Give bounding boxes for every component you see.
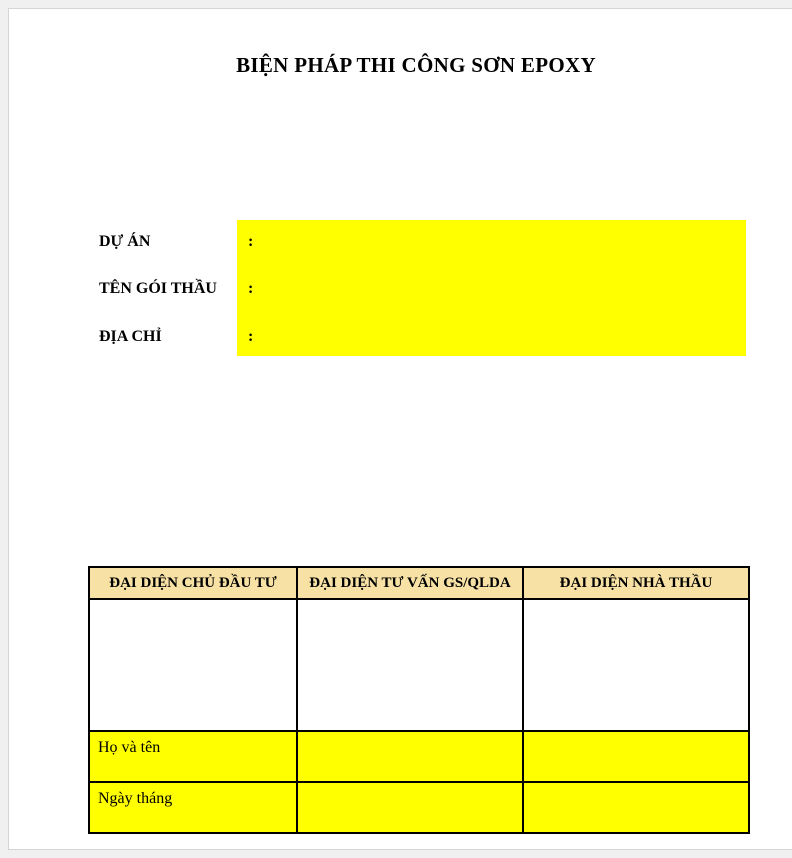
full-name-row-label: Họ và tên [89, 731, 297, 782]
document-page [8, 8, 792, 850]
project-label: DỰ ÁN [99, 233, 151, 250]
header-cell-supervision-consultant-representative: ĐẠI DIỆN TƯ VẤN GS/QLDA [297, 567, 523, 599]
table-header-row [89, 567, 749, 599]
date-row-label: Ngày tháng [89, 782, 297, 833]
info-row-package-name [99, 271, 746, 300]
signature-cell-investor[interactable] [89, 599, 297, 731]
info-row-address [99, 319, 746, 348]
date-cell-contractor[interactable] [523, 782, 749, 833]
date-cell-consultant[interactable] [297, 782, 523, 833]
package-name-label: TÊN GÓI THẦU [99, 280, 217, 297]
full-name-row [89, 731, 749, 782]
address-value-field[interactable] [253, 319, 746, 341]
signature-cell-contractor[interactable] [523, 599, 749, 731]
signature-space-row [89, 599, 749, 731]
signature-cell-consultant[interactable] [297, 599, 523, 731]
project-separator: : [248, 233, 254, 250]
full-name-cell-consultant[interactable] [297, 731, 523, 782]
full-name-cell-contractor[interactable] [523, 731, 749, 782]
header-cell-contractor-representative: ĐẠI DIỆN NHÀ THẦU [523, 567, 749, 599]
signature-table [88, 566, 750, 834]
date-row [89, 782, 749, 833]
package-name-separator: : [248, 280, 254, 297]
info-row-project [99, 224, 746, 253]
package-name-value-field[interactable] [253, 271, 746, 293]
address-label: ĐỊA CHỈ [99, 328, 162, 345]
document-title: BIỆN PHÁP THI CÔNG SƠN EPOXY [236, 53, 596, 77]
project-value-field[interactable] [253, 224, 746, 246]
header-cell-investor-representative: ĐẠI DIỆN CHỦ ĐẦU TƯ [89, 567, 297, 599]
address-separator: : [248, 328, 254, 345]
